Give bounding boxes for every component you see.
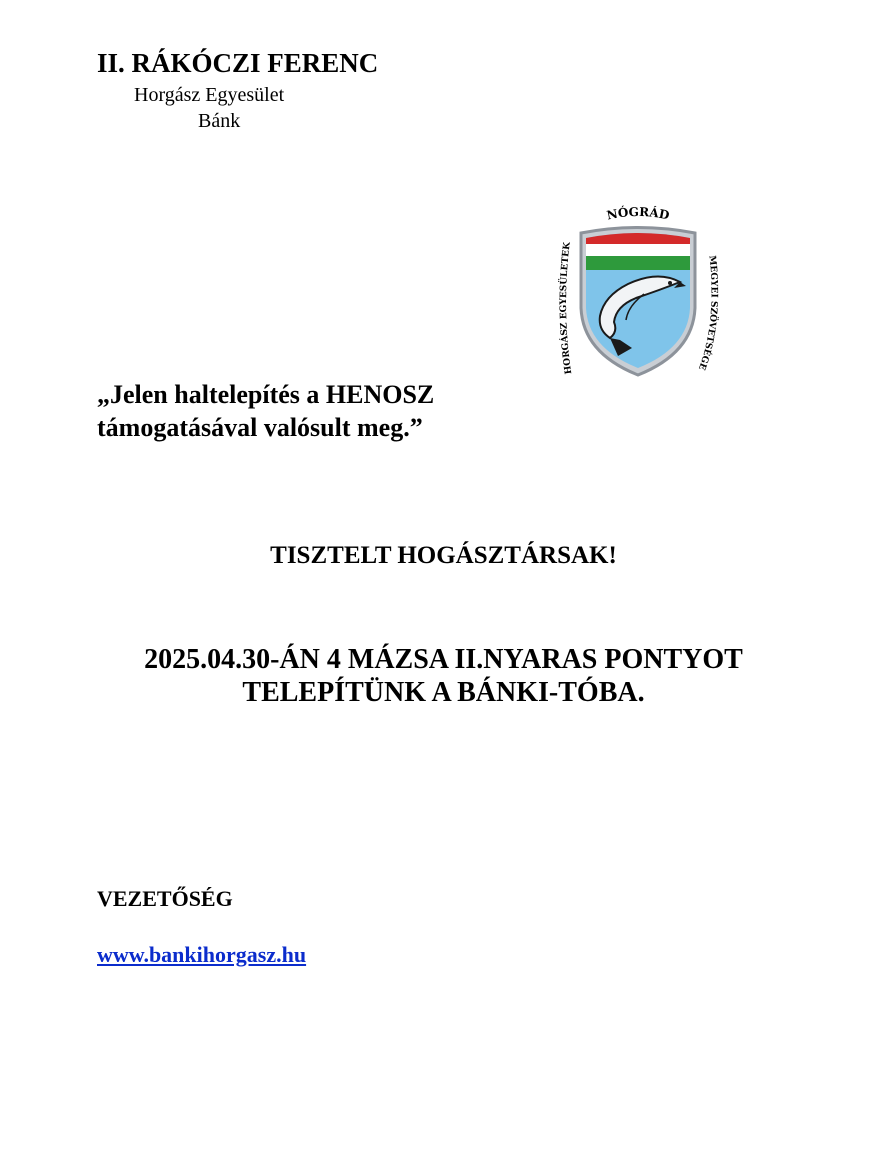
quote-line-2: támogatásával valósult meg.” xyxy=(97,413,423,442)
svg-text:HORGÁSZ EGYESÜLETEK: HORGÁSZ EGYESÜLETEK xyxy=(559,241,575,375)
pike-fish-shield-icon xyxy=(548,198,728,408)
organization-town: Bánk xyxy=(198,110,241,132)
announcement-line-2: TELEPÍTÜNK A BÁNKI-TÓBA. xyxy=(242,677,645,708)
website-link[interactable]: www.bankihorgasz.hu xyxy=(97,942,307,967)
announcement-line-1: 2025.04.30-ÁN 4 MÁZSA II.NYARAS PONTYOT xyxy=(144,644,743,675)
svg-text:MEGYEI SZÖVETSÉGE: MEGYEI SZÖVETSÉGE xyxy=(695,255,719,372)
svg-text:NÓGRÁD: NÓGRÁD xyxy=(605,204,671,223)
greeting: TISZTELT HOGÁSZTÁRSAK! xyxy=(270,542,617,569)
organization-subtitle: Horgász Egyesület xyxy=(134,84,285,106)
organization-name: II. RÁKÓCZI FERENC xyxy=(97,48,379,78)
association-emblem xyxy=(548,198,728,408)
signature: VEZETŐSÉG xyxy=(97,886,233,911)
announcement xyxy=(0,643,887,709)
sponsorship-quote xyxy=(97,378,434,444)
quote-line-1: „Jelen haltelepítés a HENOSZ xyxy=(97,380,435,409)
